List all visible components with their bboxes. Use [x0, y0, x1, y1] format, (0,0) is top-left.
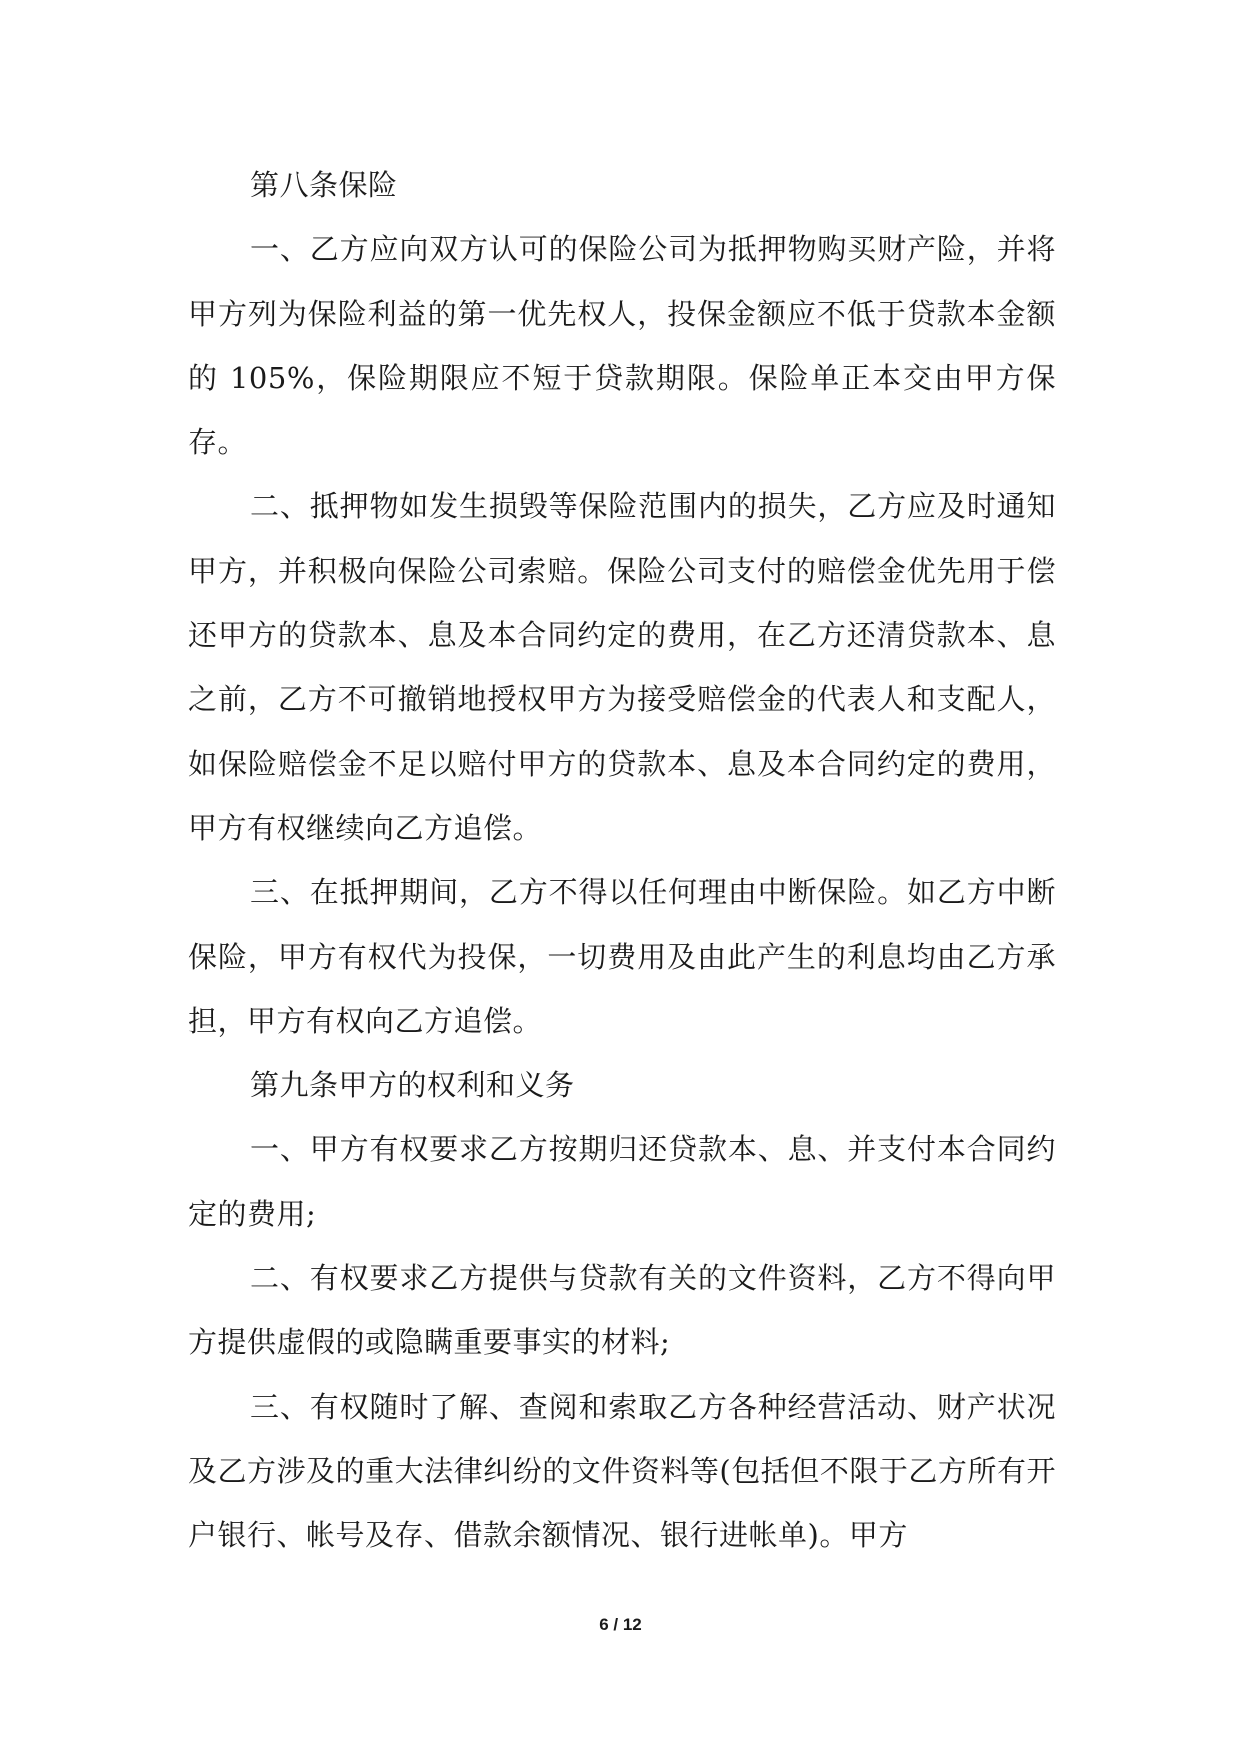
document-body — [188, 153, 1056, 1568]
page-number: 6 / 12 — [599, 1615, 642, 1634]
paragraph-rights-2: 二、有权要求乙方提供与贷款有关的文件资料，乙方不得向甲方提供虚假的或隐瞒重要事实的材料; — [188, 1261, 1056, 1360]
paragraph-insurance-2: 二、抵押物如发生损毁等保险范围内的损失，乙方应及时通知甲方，并积极向保险公司索赔。保险公司支付的赔偿金优先用于偿还甲方的贷款本、息及本合同约定的费用，在乙方还清贷款本、息之前，乙方不可撤销地授权甲方为接受赔偿金的代表人和支配人，如保险赔偿金不足以赔付甲方的贷款本、息及本合同约定的费用，甲方有权继续向乙方追偿。 — [188, 489, 1056, 845]
paragraph-rights-1: 一、甲方有权要求乙方按期归还贷款本、息、并支付本合同约定的费用; — [188, 1132, 1056, 1231]
section-heading-insurance: 第八条保险 — [250, 168, 398, 202]
paragraph-insurance-1: 一、乙方应向双方认可的保险公司为抵押物购买财产险，并将甲方列为保险利益的第一优先权人，投保金额应不低于贷款本金额的 105%，保险期限应不短于贷款期限。保险单正本交由甲方保存。 — [188, 232, 1056, 460]
paragraph-insurance-3: 三、在抵押期间，乙方不得以任何理由中断保险。如乙方中断保险，甲方有权代为投保，一切费用及由此产生的利息均由乙方承担，甲方有权向乙方追偿。 — [188, 875, 1056, 1038]
section-heading-party-a-rights: 第九条甲方的权利和义务 — [250, 1068, 575, 1103]
paragraph-rights-3: 三、有权随时了解、查阅和索取乙方各种经营活动、财产状况及乙方涉及的重大法律纠纷的文件资料等(包括但不限于乙方所有开户银行、帐号及存、借款余额情况、银行进帐单)。甲方 — [188, 1389, 1056, 1553]
